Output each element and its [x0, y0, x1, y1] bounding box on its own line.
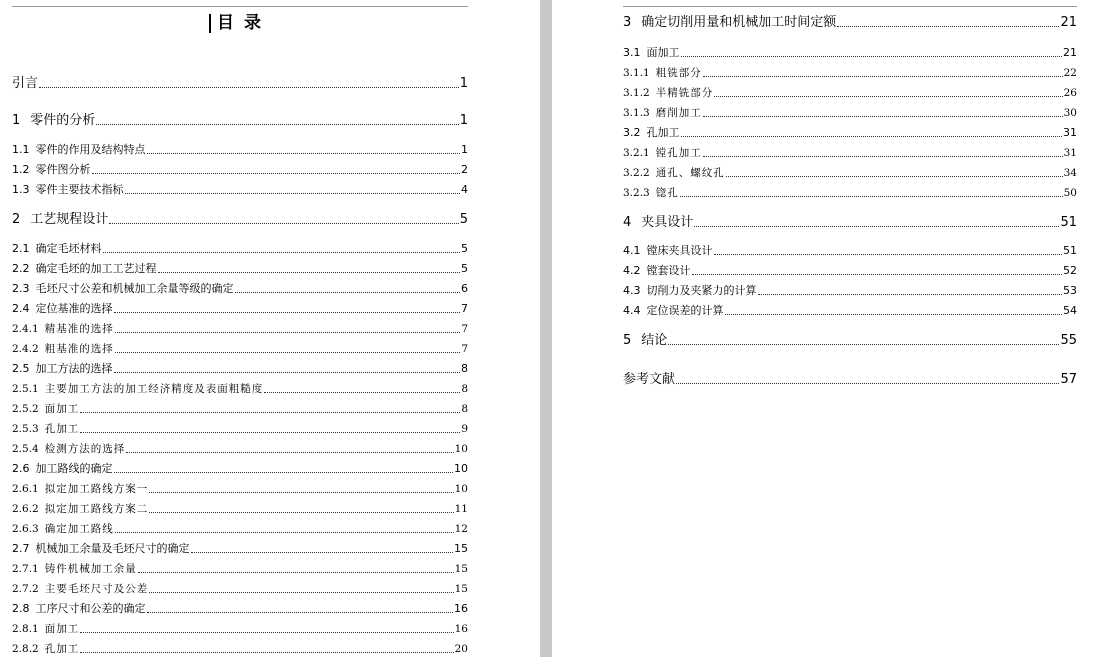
toc-entry-text: 零件的分析: [30, 113, 96, 128]
toc-entry-page-number: 10: [454, 462, 468, 475]
toc-entry[interactable]: [623, 85, 1077, 101]
toc-entry[interactable]: [12, 441, 468, 457]
toc-entry-number: 2.4: [12, 302, 30, 315]
toc-entry[interactable]: [623, 185, 1077, 201]
toc-entry[interactable]: [12, 641, 468, 657]
toc-entry[interactable]: [623, 243, 1077, 259]
toc-entry-text: 机械加工余量及毛坯尺寸的确定: [35, 542, 190, 555]
toc-entry-label: [12, 501, 148, 517]
toc-entry-text: 毛坯尺寸公差和机械加工余量等级的确定: [35, 282, 234, 295]
toc-entry[interactable]: [623, 372, 1077, 388]
toc-entry-page-number: 6: [461, 282, 468, 295]
toc-entry-text: 切削力及夹紧力的计算: [646, 284, 757, 297]
toc-entry-number: 2.6.2: [12, 503, 39, 515]
toc-entry[interactable]: [12, 142, 468, 158]
toc-entry-label: [12, 113, 95, 129]
toc-entry-label: [12, 341, 114, 357]
toc-entry-text: 引言: [12, 76, 39, 91]
toc-entry[interactable]: [12, 261, 468, 277]
toc-entry[interactable]: [12, 581, 468, 597]
toc-entry-label: [623, 85, 713, 101]
toc-entry[interactable]: [12, 381, 468, 397]
toc-entry[interactable]: [623, 215, 1077, 231]
toc-entry-text: 定位基准的选择: [35, 302, 113, 315]
toc-entry-text: 加工路线的确定: [35, 462, 113, 475]
toc-entry-text: 粗铣部分: [655, 67, 702, 79]
toc-entry-text: 孔加工: [44, 643, 80, 655]
toc-entry-text: 零件图分析: [35, 163, 91, 176]
dot-leader: [264, 391, 460, 393]
toc-entry-page-number: 5: [461, 262, 468, 275]
toc-entry-number: 2: [12, 212, 21, 227]
toc-entry-number: 2.7.2: [12, 583, 39, 595]
document-page-left: [0, 0, 540, 657]
toc-entry-page-number: 9: [461, 423, 468, 435]
toc-entry-number: 1: [12, 113, 21, 128]
toc-entry[interactable]: [12, 212, 468, 228]
toc-entry-number: 2.1: [12, 242, 30, 255]
toc-entry-text: 孔加工: [646, 126, 680, 139]
toc-entry[interactable]: [12, 501, 468, 517]
toc-entry-number: 2.5.3: [12, 423, 39, 435]
toc-entry-number: 3.1: [623, 46, 641, 59]
toc-entry-number: 3.1.1: [623, 67, 650, 79]
toc-entry-text: 主要加工方法的加工经济精度及表面粗糙度: [44, 383, 264, 395]
toc-entry[interactable]: [623, 65, 1077, 81]
dot-leader: [126, 451, 453, 453]
toc-entry[interactable]: [12, 361, 468, 377]
toc-entry-page-number: 15: [454, 583, 468, 595]
toc-entry-number: 3.2.2: [623, 167, 650, 179]
dot-leader: [149, 591, 453, 593]
toc-entry-page-number: 30: [1063, 107, 1077, 119]
dot-leader: [96, 123, 458, 125]
toc-entry-page-number: 10: [454, 443, 468, 455]
toc-entry-page-number: 8: [461, 362, 468, 375]
toc-entry-label: [12, 481, 148, 497]
toc-entry-label: [12, 241, 102, 257]
toc-entry[interactable]: [12, 281, 468, 297]
toc-entry[interactable]: [12, 301, 468, 317]
toc-entry-label: [623, 145, 702, 161]
toc-entry-number: 2.8.2: [12, 643, 39, 655]
toc-entry-text: 确定毛坯的加工工艺过程: [35, 262, 157, 275]
dot-leader: [39, 86, 459, 88]
toc-entry-label: [12, 401, 79, 417]
toc-entry-number: 2.6.1: [12, 483, 39, 495]
toc-entry[interactable]: [12, 621, 468, 637]
toc-entry-number: 4.3: [623, 284, 641, 297]
toc-entry-label: [12, 361, 113, 377]
text-cursor: [209, 14, 211, 33]
toc-entry-number: 2.4.1: [12, 323, 39, 335]
toc-entry-label: [12, 381, 263, 397]
toc-entry-page-number: 2: [461, 163, 468, 176]
toc-entry[interactable]: [12, 76, 468, 92]
toc-entry[interactable]: [623, 145, 1077, 161]
dot-leader: [681, 55, 1063, 57]
toc-entry-page-number: 53: [1063, 284, 1077, 297]
page-top-rule: [623, 6, 1077, 7]
toc-entry-page-number: 11: [454, 503, 468, 515]
toc-entry-page-number: 21: [1063, 46, 1077, 59]
toc-entry[interactable]: [12, 182, 468, 198]
toc-entry-number: 2.6: [12, 462, 30, 475]
toc-entry-number: 2.5: [12, 362, 30, 375]
toc-entry-page-number: 10: [454, 483, 468, 495]
toc-entry-label: [623, 303, 724, 319]
toc-entry-number: 2.8: [12, 602, 30, 615]
toc-entry-text: 工序尺寸和公差的确定: [35, 602, 146, 615]
toc-entry[interactable]: [12, 461, 468, 477]
toc-entry-page-number: 5: [459, 212, 468, 227]
toc-entry[interactable]: [12, 401, 468, 417]
toc-entry[interactable]: [623, 283, 1077, 299]
toc-entry-page-number: 15: [454, 542, 468, 555]
toc-entry-page-number: 1: [459, 76, 468, 91]
dot-leader: [680, 195, 1063, 197]
toc-entry-label: [12, 76, 38, 92]
dot-leader: [147, 152, 461, 154]
toc-entry-page-number: 51: [1060, 215, 1077, 230]
dot-leader: [694, 225, 1059, 227]
toc-entry-label: [12, 621, 79, 637]
dot-leader: [114, 311, 461, 313]
toc-entry-text: 通孔、螺纹孔: [655, 167, 725, 179]
toc-entry[interactable]: [12, 521, 468, 537]
toc-entry-text: 镗床夹具设计: [646, 244, 713, 257]
toc-entry-text: 粗基准的选择: [44, 343, 114, 355]
toc-entry-page-number: 26: [1063, 87, 1077, 99]
page-top-rule: [12, 6, 468, 7]
toc-entry-label: [12, 182, 124, 198]
toc-entry-text: 结论: [641, 333, 668, 348]
toc-entry-text: 零件主要技术指标: [35, 183, 124, 196]
dot-leader: [714, 95, 1062, 97]
page-gap: [540, 0, 552, 657]
dot-leader: [147, 611, 454, 613]
dot-leader: [103, 251, 461, 253]
toc-entry-label: [12, 301, 113, 317]
toc-entry[interactable]: [623, 45, 1077, 61]
document-page-right: [552, 0, 1112, 657]
toc-entry-page-number: 5: [461, 242, 468, 255]
toc-entry-text: 零件的作用及结构特点: [35, 143, 146, 156]
dot-leader: [138, 571, 454, 573]
toc-entry-number: 2.7.1: [12, 563, 39, 575]
dot-leader: [703, 115, 1063, 117]
toc-entry-page-number: 50: [1063, 187, 1077, 199]
toc-entry[interactable]: [623, 125, 1077, 141]
dot-leader: [115, 351, 461, 353]
dot-leader: [191, 551, 454, 553]
toc-entry-text: 镗套设计: [646, 264, 691, 277]
toc-entry-number: 3.2.1: [623, 147, 650, 159]
dot-leader: [703, 155, 1063, 157]
toc-entry-text: 确定加工路线: [44, 523, 114, 535]
dot-leader: [149, 511, 453, 513]
dot-leader: [158, 271, 461, 273]
toc-entry-page-number: 7: [461, 323, 468, 335]
dot-leader: [149, 491, 453, 493]
toc-entry-page-number: 55: [1060, 333, 1077, 348]
toc-entry-page-number: 34: [1063, 167, 1077, 179]
toc-entry[interactable]: [623, 15, 1077, 31]
toc-entry-page-number: 7: [461, 343, 468, 355]
toc-entry-label: [12, 281, 234, 297]
dot-leader: [726, 175, 1063, 177]
toc-entry-label: [12, 212, 108, 228]
toc-entry-label: [623, 15, 836, 31]
toc-entry-number: 2.8.1: [12, 623, 39, 635]
toc-entry[interactable]: [12, 561, 468, 577]
toc-entry[interactable]: [12, 162, 468, 178]
toc-entry-label: [12, 142, 146, 158]
dot-leader: [692, 273, 1063, 275]
toc-entry-label: [623, 333, 667, 349]
dot-leader: [109, 222, 458, 224]
toc-entry-number: 5: [623, 333, 632, 348]
toc-entry-text: 磨削加工: [655, 107, 702, 119]
dot-leader: [676, 382, 1059, 384]
toc-entry[interactable]: [12, 113, 468, 129]
toc-entry-text: 检测方法的选择: [44, 443, 126, 455]
toc-entry-text: 加工方法的选择: [35, 362, 113, 375]
toc-entry-number: 4: [623, 215, 632, 230]
dot-leader: [668, 343, 1059, 345]
toc-entry-text: 工艺规程设计: [30, 212, 109, 227]
toc-entry-text: 确定毛坯材料: [35, 242, 102, 255]
dot-leader: [115, 331, 461, 333]
dot-leader: [125, 192, 461, 194]
toc-entry-number: 4.4: [623, 304, 641, 317]
toc-entry-page-number: 4: [461, 183, 468, 196]
toc-entry-text: 参考文献: [623, 372, 676, 387]
toc-entry-text: 主要毛坯尺寸及公差: [44, 583, 149, 595]
toc-entry-label: [12, 601, 146, 617]
toc-entry-label: [12, 421, 79, 437]
toc-entry-number: 2.5.1: [12, 383, 39, 395]
toc-entry[interactable]: [623, 333, 1077, 349]
toc-entry-number: 1.3: [12, 183, 30, 196]
toc-entry-text: 锪孔: [655, 187, 679, 199]
dot-leader: [80, 631, 453, 633]
toc-entry-label: [623, 243, 713, 259]
toc-entry-text: 定位误差的计算: [646, 304, 724, 317]
toc-entry[interactable]: [623, 263, 1077, 279]
toc-entry-page-number: 54: [1063, 304, 1077, 317]
toc-entry-page-number: 1: [461, 143, 468, 156]
toc-entry[interactable]: [623, 105, 1077, 121]
dot-leader: [235, 291, 461, 293]
toc-entry-page-number: 12: [454, 523, 468, 535]
toc-entry-number: 2.4.2: [12, 343, 39, 355]
toc-entry-number: 3: [623, 15, 632, 30]
toc-title: 目 录: [217, 13, 263, 33]
toc-entry-label: [12, 321, 114, 337]
toc-entry-number: 1.2: [12, 163, 30, 176]
toc-entry-text: 拟定加工路线方案二: [44, 503, 149, 515]
dot-leader: [80, 431, 460, 433]
dot-leader: [80, 411, 460, 413]
toc-entry-label: [12, 521, 114, 537]
toc-entry[interactable]: [12, 241, 468, 257]
toc-entry-text: 夹具设计: [641, 215, 694, 230]
toc-entry-text: 孔加工: [44, 423, 80, 435]
toc-entry-text: 确定切削用量和机械加工时间定额: [641, 15, 837, 30]
toc-entry-label: [623, 45, 680, 61]
dot-leader: [714, 253, 1063, 255]
dot-leader: [758, 293, 1063, 295]
toc-entry-page-number: 31: [1063, 147, 1077, 159]
toc-entry-number: 2.3: [12, 282, 30, 295]
dot-leader: [92, 172, 461, 174]
toc-entry-number: 1.1: [12, 143, 30, 156]
dot-leader: [115, 531, 454, 533]
toc-entry-label: [623, 125, 680, 141]
toc-entry[interactable]: [12, 341, 468, 357]
toc-entry-label: [12, 162, 91, 178]
toc-entry-page-number: 21: [1060, 15, 1077, 30]
toc-entry-page-number: 8: [461, 403, 468, 415]
toc-entry-label: [12, 541, 190, 557]
toc-entry-label: [623, 105, 702, 121]
dot-leader: [703, 75, 1063, 77]
dot-leader: [114, 371, 461, 373]
toc-entry-label: [12, 261, 157, 277]
toc-entry-page-number: 52: [1063, 264, 1077, 277]
toc-entry-text: 铸件机械加工余量: [44, 563, 137, 575]
toc-entry-number: 3.2: [623, 126, 641, 139]
toc-entry-number: 2.5.4: [12, 443, 39, 455]
toc-entry[interactable]: [12, 321, 468, 337]
toc-entry-number: 2.2: [12, 262, 30, 275]
dot-leader: [80, 651, 453, 653]
toc-entry-text: 镗孔加工: [655, 147, 702, 159]
toc-entry-label: [12, 561, 137, 577]
toc-entry-number: 2.6.3: [12, 523, 39, 535]
toc-entry-label: [12, 581, 148, 597]
toc-entry[interactable]: [12, 541, 468, 557]
toc-entry-number: 3.1.3: [623, 107, 650, 119]
toc-entry-text: 精基准的选择: [44, 323, 114, 335]
toc-entry-page-number: 31: [1063, 126, 1077, 139]
toc-entry-text: 面加工: [44, 403, 80, 415]
toc-entry-text: 半精铣部分: [655, 87, 714, 99]
toc-entry[interactable]: [12, 481, 468, 497]
toc-entry-label: [12, 641, 79, 657]
toc-entry-label: [623, 185, 679, 201]
toc-entry-number: 2.5.2: [12, 403, 39, 415]
toc-entry-page-number: 57: [1060, 372, 1077, 387]
toc-entry-page-number: 7: [461, 302, 468, 315]
toc-entry-text: 面加工: [646, 46, 680, 59]
toc-entry[interactable]: [12, 421, 468, 437]
toc-entry-label: [623, 165, 725, 181]
toc-entry-page-number: 22: [1063, 67, 1077, 79]
dot-leader: [681, 135, 1063, 137]
toc-entry-page-number: 8: [461, 383, 468, 395]
toc-entry-label: [623, 263, 691, 279]
dot-leader: [725, 313, 1063, 315]
toc-entry-label: [623, 283, 757, 299]
toc-entry-page-number: 15: [454, 563, 468, 575]
toc-entry-number: 2.7: [12, 542, 30, 555]
dot-leader: [837, 25, 1059, 27]
toc-entry-number: 3.2.3: [623, 187, 650, 199]
toc-entry-page-number: 51: [1063, 244, 1077, 257]
toc-entry-page-number: 1: [459, 113, 468, 128]
dot-leader: [114, 471, 454, 473]
toc-entry-page-number: 16: [454, 602, 468, 615]
toc-entry-page-number: 16: [454, 623, 468, 635]
toc-entry-label: [12, 461, 113, 477]
toc-entry-number: 4.2: [623, 264, 641, 277]
toc-entry[interactable]: [623, 303, 1077, 319]
toc-entry-number: 3.1.2: [623, 87, 650, 99]
toc-entry-number: 4.1: [623, 244, 641, 257]
toc-entry-text: 拟定加工路线方案一: [44, 483, 149, 495]
toc-entry-label: [623, 372, 675, 388]
toc-entry-label: [623, 215, 693, 231]
toc-entry[interactable]: [623, 165, 1077, 181]
toc-entry-text: 面加工: [44, 623, 80, 635]
toc-entry[interactable]: [12, 601, 468, 617]
toc-entry-label: [623, 65, 702, 81]
toc-entry-label: [12, 441, 125, 457]
toc-entry-page-number: 20: [454, 643, 468, 655]
